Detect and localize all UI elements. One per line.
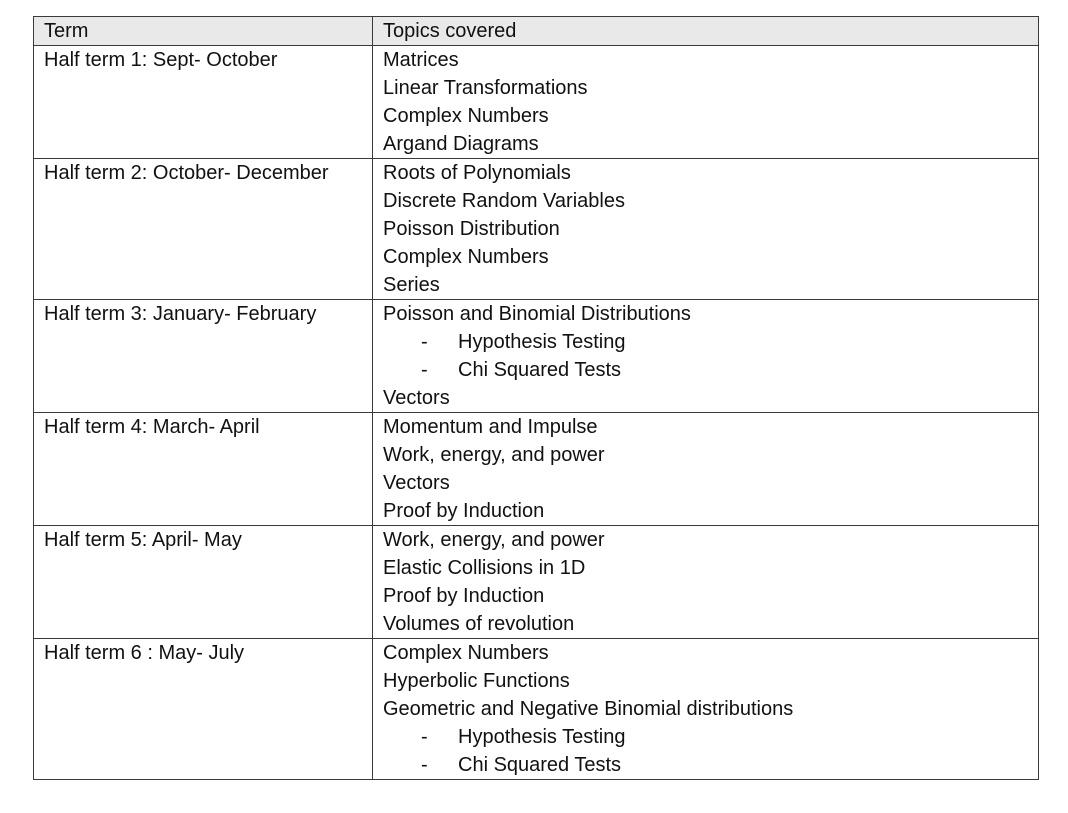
term-cell: Half term 6 : May- July <box>34 639 373 780</box>
topics-cell <box>373 46 1039 159</box>
topic-item <box>383 102 1028 130</box>
dash-bullet: - <box>421 726 428 748</box>
topic-text: Vectors <box>383 472 450 494</box>
topic-item <box>383 526 1028 554</box>
topic-list <box>383 526 1028 638</box>
topic-item <box>383 554 1028 582</box>
term-cell: Half term 5: April- May <box>34 526 373 639</box>
topic-text: Work, energy, and power <box>383 444 605 466</box>
topic-text: Momentum and Impulse <box>383 416 598 438</box>
term-cell: Half term 3: January- February <box>34 300 373 413</box>
topic-text: Hypothesis Testing <box>458 331 626 353</box>
dash-bullet: - <box>421 754 428 776</box>
topic-item <box>383 300 1028 328</box>
topic-item <box>383 159 1028 187</box>
dash-bullet: - <box>421 331 428 353</box>
topic-item <box>383 215 1028 243</box>
topic-item <box>383 667 1028 695</box>
term-column-header: Term <box>34 17 373 46</box>
topic-item <box>383 74 1028 102</box>
table-row <box>34 526 1039 639</box>
topic-list <box>383 413 1028 525</box>
topic-text: Hypothesis Testing <box>458 726 626 748</box>
term-cell: Half term 2: October- December <box>34 159 373 300</box>
topic-text: Vectors <box>383 387 450 409</box>
topic-text: Proof by Induction <box>383 500 545 522</box>
topic-text: Argand Diagrams <box>383 133 539 155</box>
topic-item <box>383 695 1028 723</box>
topic-text: Discrete Random Variables <box>383 190 625 212</box>
table-row <box>34 300 1039 413</box>
topic-text: Hyperbolic Functions <box>383 670 570 692</box>
topic-item <box>383 187 1028 215</box>
topic-item <box>383 469 1028 497</box>
table-row <box>34 159 1039 300</box>
term-cell: Half term 1: Sept- October <box>34 46 373 159</box>
topic-text: Poisson and Binomial Distributions <box>383 303 691 325</box>
table-header-row <box>34 17 1039 46</box>
topic-item <box>383 639 1028 667</box>
topic-text: Complex Numbers <box>383 105 549 127</box>
topic-text: Geometric and Negative Binomial distributions <box>383 698 794 720</box>
topic-text: Proof by Induction <box>383 585 545 607</box>
topics-cell <box>373 413 1039 526</box>
table-row <box>34 413 1039 526</box>
topic-item <box>383 497 1028 525</box>
sub-topic-item <box>383 751 1028 779</box>
topic-item <box>383 441 1028 469</box>
topic-list <box>383 46 1028 158</box>
topic-text: Matrices <box>383 49 459 71</box>
topic-item <box>383 582 1028 610</box>
curriculum-table <box>33 16 1039 780</box>
topic-item <box>383 243 1028 271</box>
topic-list <box>383 639 1028 779</box>
topics-cell <box>373 639 1039 780</box>
topic-text: Poisson Distribution <box>383 218 560 240</box>
topic-text: Complex Numbers <box>383 642 549 664</box>
topic-text: Linear Transformations <box>383 77 588 99</box>
topic-text: Chi Squared Tests <box>458 359 622 381</box>
topic-text: Volumes of revolution <box>383 613 575 635</box>
topic-item <box>383 413 1028 441</box>
table-row <box>34 46 1039 159</box>
topics-cell <box>373 300 1039 413</box>
topic-item <box>383 610 1028 638</box>
topics-cell <box>373 159 1039 300</box>
topic-text: Roots of Polynomials <box>383 162 571 184</box>
topics-column-header: Topics covered <box>373 17 1039 46</box>
topic-item <box>383 384 1028 412</box>
topic-list <box>383 159 1028 299</box>
topic-text: Series <box>383 274 440 296</box>
sub-topic-item <box>383 356 1028 384</box>
table-body <box>34 46 1039 780</box>
dash-bullet: - <box>421 359 428 381</box>
topic-item <box>383 271 1028 299</box>
topic-text: Elastic Collisions in 1D <box>383 557 586 579</box>
topic-text: Work, energy, and power <box>383 529 605 551</box>
topic-item <box>383 46 1028 74</box>
sub-topic-item <box>383 723 1028 751</box>
topics-cell <box>373 526 1039 639</box>
topic-text: Chi Squared Tests <box>458 754 622 776</box>
sub-topic-item <box>383 328 1028 356</box>
topic-list <box>383 300 1028 412</box>
topic-text: Complex Numbers <box>383 246 549 268</box>
topic-item <box>383 130 1028 158</box>
table-row <box>34 639 1039 780</box>
term-cell: Half term 4: March- April <box>34 413 373 526</box>
